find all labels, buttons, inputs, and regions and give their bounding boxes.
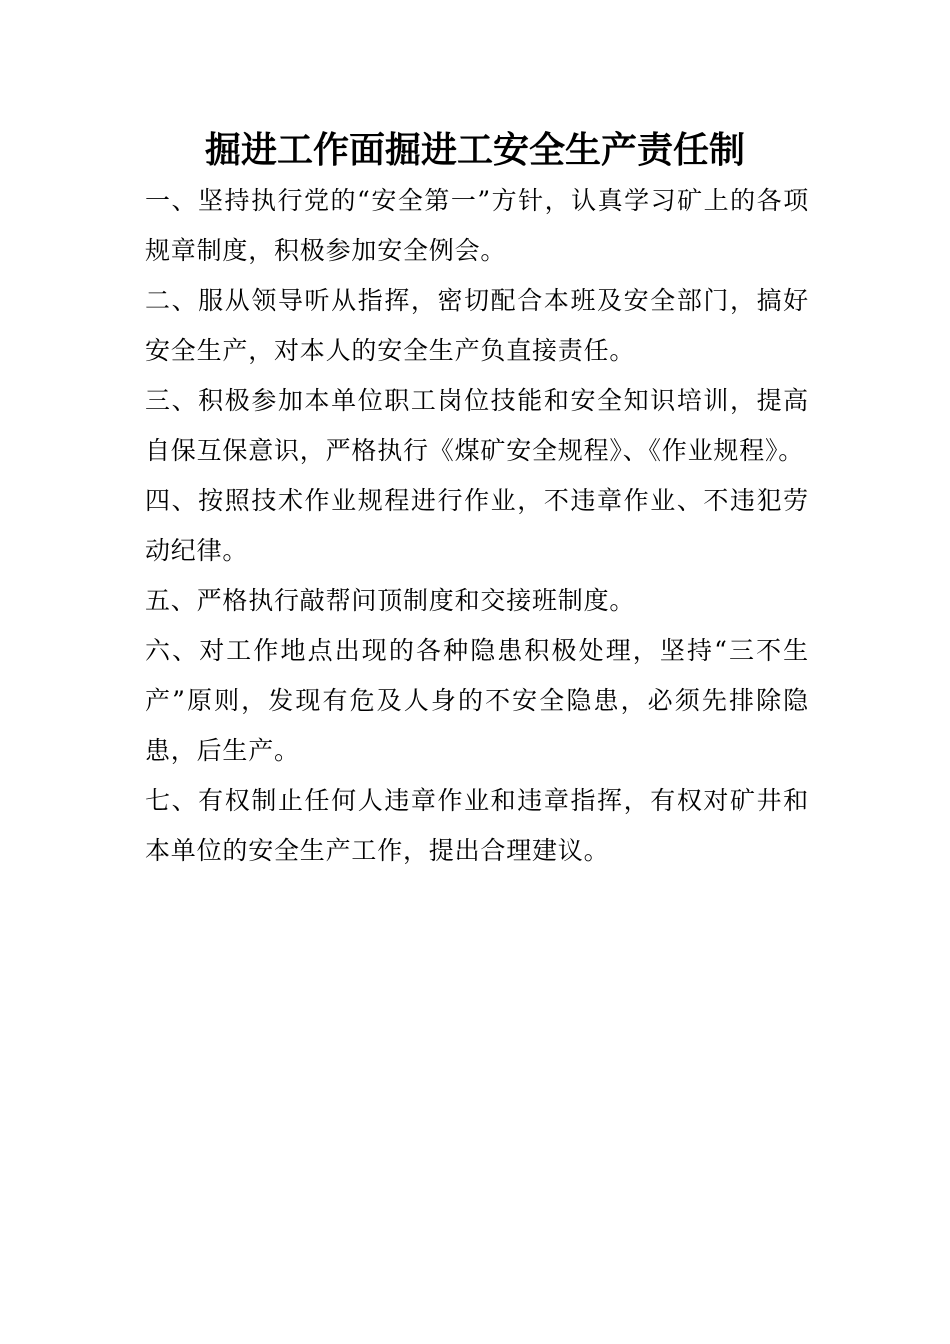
paragraph-3: 三、积极参加本单位职工岗位技能和安全知识培训，提高自保互保意识，严格执行《煤矿安全规程》、《作业规程》。 (145, 386, 809, 465)
paragraph-1: 一、坚持执行党的“安全第一”方针，认真学习矿上的各项规章制度，积极参加安全例会。 (145, 186, 809, 265)
paragraph-7: 七、有权制止任何人违章作业和违章指挥，有权对矿井和本单位的安全生产工作，提出合理建议。 (145, 786, 809, 865)
document-body (145, 176, 809, 876)
paragraph-4: 四、按照技术作业规程进行作业，不违章作业、不违犯劳动纪律。 (145, 486, 809, 565)
paragraph-6: 六、对工作地点出现的各种隐患积极处理，坚持“三不生产”原则，发现有危及人身的不安全隐患，必须先排除隐患，后生产。 (145, 636, 809, 765)
paragraph-2: 二、服从领导听从指挥，密切配合本班及安全部门，搞好安全生产，对本人的安全生产负直接责任。 (145, 286, 809, 365)
document-title: 掘进工作面掘进工安全生产责任制 (204, 129, 745, 171)
paragraph-5: 五、严格执行敲帮问顶制度和交接班制度。 (145, 586, 636, 615)
